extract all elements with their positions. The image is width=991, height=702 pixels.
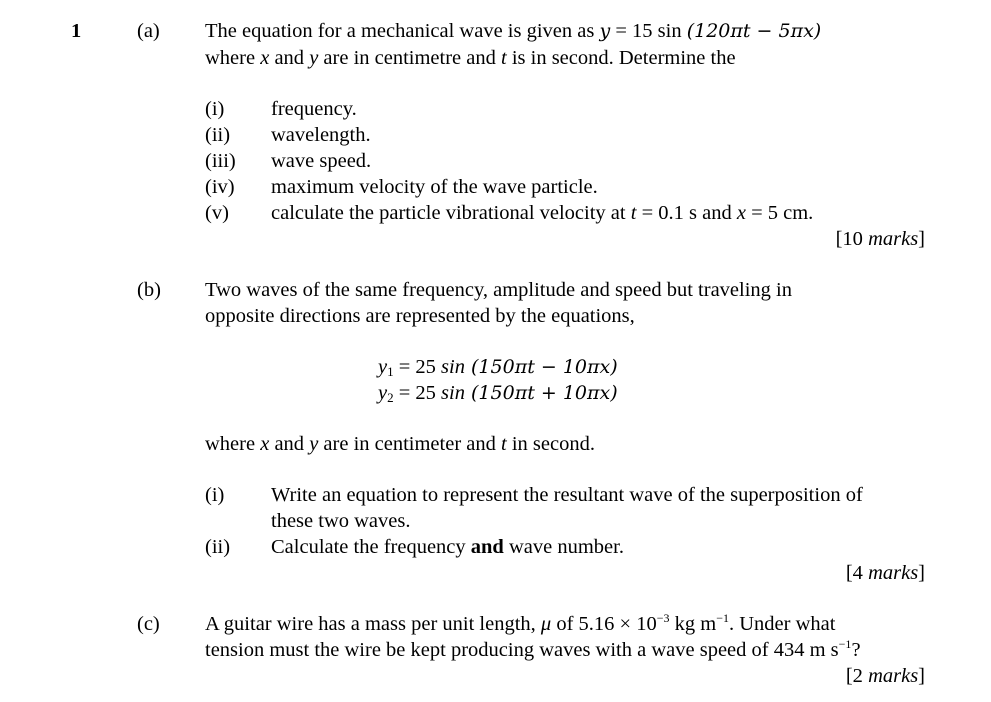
math-var: t	[630, 202, 637, 224]
text: = 15 sin	[610, 20, 687, 42]
question-number: 1	[71, 20, 82, 42]
equation-y1	[378, 354, 618, 380]
subpart-b-i-label: (i)	[205, 484, 225, 506]
part-b-label: (b)	[137, 279, 161, 301]
text: where	[205, 433, 261, 455]
math-var: y	[378, 356, 388, 378]
part-c-line-2	[205, 637, 861, 663]
subpart-b-i-line-2: these two waves.	[271, 510, 411, 532]
text: . Under what	[728, 613, 836, 635]
math-var: y	[599, 20, 611, 42]
text: marks	[868, 665, 919, 687]
math-var: x	[260, 433, 270, 455]
subpart-b-ii-text	[271, 534, 624, 560]
text: A guitar wire has a mass per unit length,	[205, 613, 541, 635]
superscript: −1	[716, 611, 729, 625]
text: and	[269, 47, 310, 69]
text: are in centimetre and	[318, 47, 501, 69]
math-var: t	[501, 433, 507, 455]
math-fn: sin	[441, 382, 465, 404]
part-a-intro-line-2	[205, 45, 736, 71]
text: ?	[851, 639, 861, 661]
text-bold: and	[470, 536, 504, 558]
subpart-a-i-label: (i)	[205, 98, 225, 120]
text: of 5.16 × 10	[551, 613, 657, 635]
subpart-a-iii-text: wave speed.	[271, 150, 372, 172]
math-var: y	[309, 433, 319, 455]
part-b-line-2: opposite directions are represented by the equations,	[205, 305, 635, 327]
part-b-line-1: Two waves of the same frequency, amplitude and speed but traveling in	[205, 279, 792, 301]
part-a-marks	[836, 226, 925, 252]
text: [10	[835, 228, 869, 250]
text: and	[269, 433, 310, 455]
subscript: 1	[387, 364, 394, 379]
part-a-intro-line-1	[205, 18, 821, 44]
math-var: t	[501, 47, 507, 69]
equation-y2	[378, 380, 618, 406]
text: [4	[845, 562, 869, 584]
text: The equation for a mechanical wave is given as	[205, 20, 600, 42]
text: marks	[868, 562, 919, 584]
superscript: −3	[656, 611, 670, 625]
text: where	[205, 47, 261, 69]
part-c-marks	[846, 663, 925, 689]
superscript: −1	[838, 637, 852, 651]
text: [2	[845, 665, 869, 687]
part-a-label: (a)	[137, 20, 160, 42]
math-expression: (120πt − 5πx)	[686, 20, 822, 42]
part-c-line-1	[205, 611, 835, 637]
math-var: x	[260, 47, 270, 69]
text: ]	[918, 665, 925, 687]
subpart-b-ii-label: (ii)	[205, 536, 231, 558]
subpart-a-iv-label: (iv)	[205, 176, 235, 198]
text: calculate the particle vibrational velocity at	[271, 202, 631, 224]
math-expression: (150πt + 10πx)	[464, 382, 618, 404]
text: marks	[868, 228, 919, 250]
subscript: 2	[387, 390, 394, 405]
subpart-a-ii-label: (ii)	[205, 124, 231, 146]
subpart-a-iv-text: maximum velocity of the wave particle.	[271, 176, 598, 198]
subpart-b-i-line-1: Write an equation to represent the resultant wave of the superposition of	[271, 484, 863, 506]
text: = 5 cm.	[745, 202, 814, 224]
text: wave number.	[503, 536, 624, 558]
math-var: x	[736, 202, 746, 224]
text: tension must the wire be kept producing waves with a wave speed of 434 m s	[205, 639, 839, 661]
part-b-where-line	[205, 431, 595, 457]
math-var: y	[309, 47, 319, 69]
subpart-a-iii-label: (iii)	[205, 150, 236, 172]
math-var: y	[378, 382, 388, 404]
part-b-marks	[846, 560, 925, 586]
text: = 25	[393, 382, 442, 404]
text: ]	[918, 562, 925, 584]
math-expression: (150πt − 10πx)	[464, 356, 618, 378]
subpart-a-v-text	[271, 200, 813, 226]
subpart-a-ii-text: wavelength.	[271, 124, 371, 146]
text: kg m	[669, 613, 717, 635]
text: = 0.1 s and	[636, 202, 737, 224]
part-c-label: (c)	[137, 613, 160, 635]
text: Calculate the frequency	[271, 536, 471, 558]
math-var: μ	[540, 613, 552, 635]
subpart-a-v-label: (v)	[205, 202, 229, 224]
text: in second.	[506, 433, 595, 455]
subpart-a-i-text: frequency.	[271, 98, 357, 120]
text: = 25	[393, 356, 442, 378]
math-fn: sin	[441, 356, 465, 378]
text: is in second. Determine the	[506, 47, 736, 69]
text: ]	[918, 228, 925, 250]
text: are in centimeter and	[318, 433, 501, 455]
